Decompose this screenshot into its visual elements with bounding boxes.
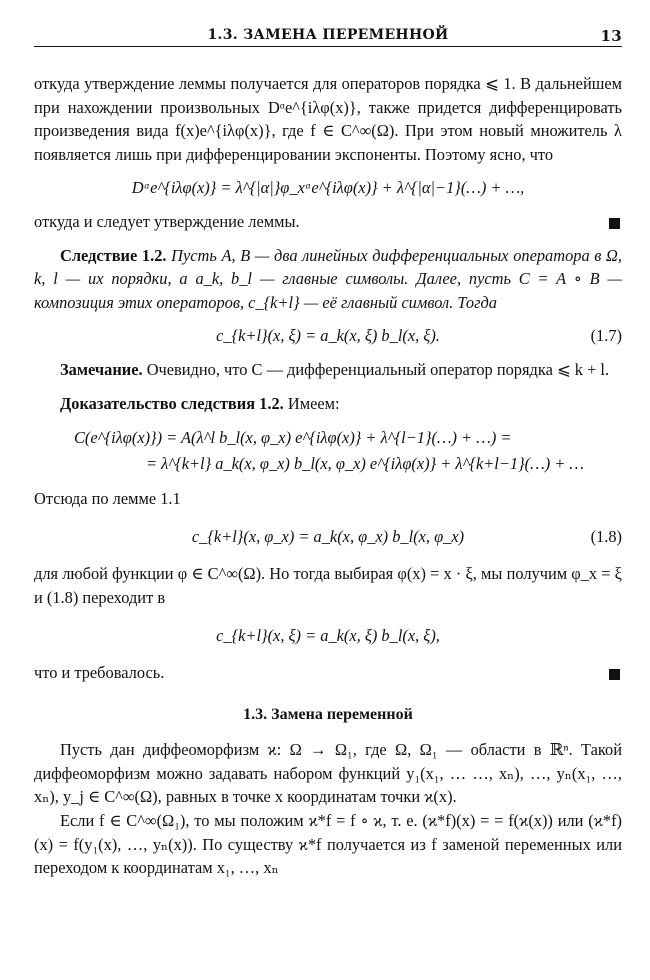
section-title: 1.3. Замена переменной: [243, 705, 413, 723]
paragraph-diffeomorphism: Пусть дан диффеоморфизм ϰ: Ω → Ω₁, где Ω, Ω₁ — области в ℝⁿ. Такой диффеоморфизм можно задавать набором функций y₁(x₁, … …, xₙ), …, yₙ(x₁, …, xₙ), y_j ∈ C^∞(Ω), равных в точке x координатам точки ϰ(x).: [34, 740, 622, 807]
paragraph-any-function: для любой функции φ ∈ C^∞(Ω). Но тогда выбирая φ(x) = x · ξ, мы получим φ_x = ξ и (1.8) переходит в: [34, 564, 622, 607]
corollary-1-2: [34, 244, 622, 315]
paragraph-by-lemma: Отсюда по лемме 1.1: [34, 489, 181, 509]
paragraph-pullback: Если f ∈ C^∞(Ω₁), то мы положим ϰ*f = f ∘ ϰ, т. е. (ϰ*f)(x) = = f(ϰ(x)) или (ϰ*f)(x) = f(y₁(x), …, yₙ(x)). По существу ϰ*f получается из f заменой переменных или переходом к координатам x₁, …, xₙ: [34, 811, 622, 878]
page-body: [34, 72, 622, 880]
proof-end-text: что и требовалось.: [34, 663, 165, 683]
qed-square-icon: [609, 218, 620, 229]
paragraph-lemma-end: [34, 210, 622, 234]
formula-1-8-body: c_{k+l}(x, φ_x) = a_k(x, φ_x) b_l(x, φ_x): [191, 526, 465, 546]
corollary-text: Пусть A, B — два линейных дифференциальных оператора в Ω, k, l — их порядки, а a_k, b_l — главные символы. Далее, пусть C = A ∘ B — композиция этих операторов, c_{k+l} — её главный символ. Тогда: [34, 245, 622, 312]
formula-composition-line-2: = λ^{k+l} a_k(x, φ_x) b_l(x, φ_x) e^{iλφ(x)} + λ^{k+l−1}(…) + …: [146, 454, 584, 474]
paragraph-lemma-intro: откуда утверждение леммы получается для операторов порядка ⩽ 1. В дальнейшем при нахождении произвольных Dᵅe^{iλφ(x)}, также придется дифференцировать произведения вида f(x)e^{iλφ(x)}, где f ∈ C^∞(Ω). При этом новый множитель λ появляется лишь при дифференцировании экспоненты. Поэтому ясно, что: [34, 74, 622, 164]
formula-1-7-body: c_{k+l}(x, ξ) = a_k(x, ξ) b_l(x, ξ).: [216, 326, 440, 346]
corollary-label: Следствие 1.2.: [60, 245, 167, 265]
proof-label: Доказательство следствия 1.2.: [60, 393, 284, 413]
equation-number-1-7: (1.7): [590, 326, 622, 346]
formula-symbol-product: c_{k+l}(x, ξ) = a_k(x, ξ) b_l(x, ξ),: [216, 625, 440, 645]
paragraph-proof-end: [34, 661, 622, 685]
remark-text: Очевидно, что C — дифференциальный оператор порядка ⩽ k + l.: [146, 359, 610, 379]
remark: [34, 358, 622, 382]
qed-square-icon-2: [609, 669, 620, 680]
formula-composition-line-1: C(e^{iλφ(x)}) = A(λ^l b_l(x, φ_x) e^{iλφ(x)} + λ^{l−1}(…) + …) =: [74, 428, 512, 448]
lemma-end-text: откуда и следует утверждение леммы.: [34, 211, 300, 231]
remark-label: Замечание.: [60, 359, 143, 379]
formula-composition: [74, 425, 622, 477]
running-header: [34, 24, 622, 47]
formula-1-7: [34, 324, 622, 348]
proof-heading: [34, 392, 622, 416]
equation-number-1-8: (1.8): [590, 526, 622, 546]
page-number: 13: [600, 27, 622, 45]
header-title: 1.3. ЗАМЕНА ПЕРЕМЕННОЙ: [207, 27, 449, 43]
formula-1-8: [34, 525, 622, 549]
formula-derivative: Dᵅe^{iλφ(x)} = λ^{|α|}φ_xᵅe^{iλφ(x)} + λ^{|α|−1}(…) + …,: [131, 178, 525, 198]
proof-intro: Имеем:: [287, 393, 340, 413]
